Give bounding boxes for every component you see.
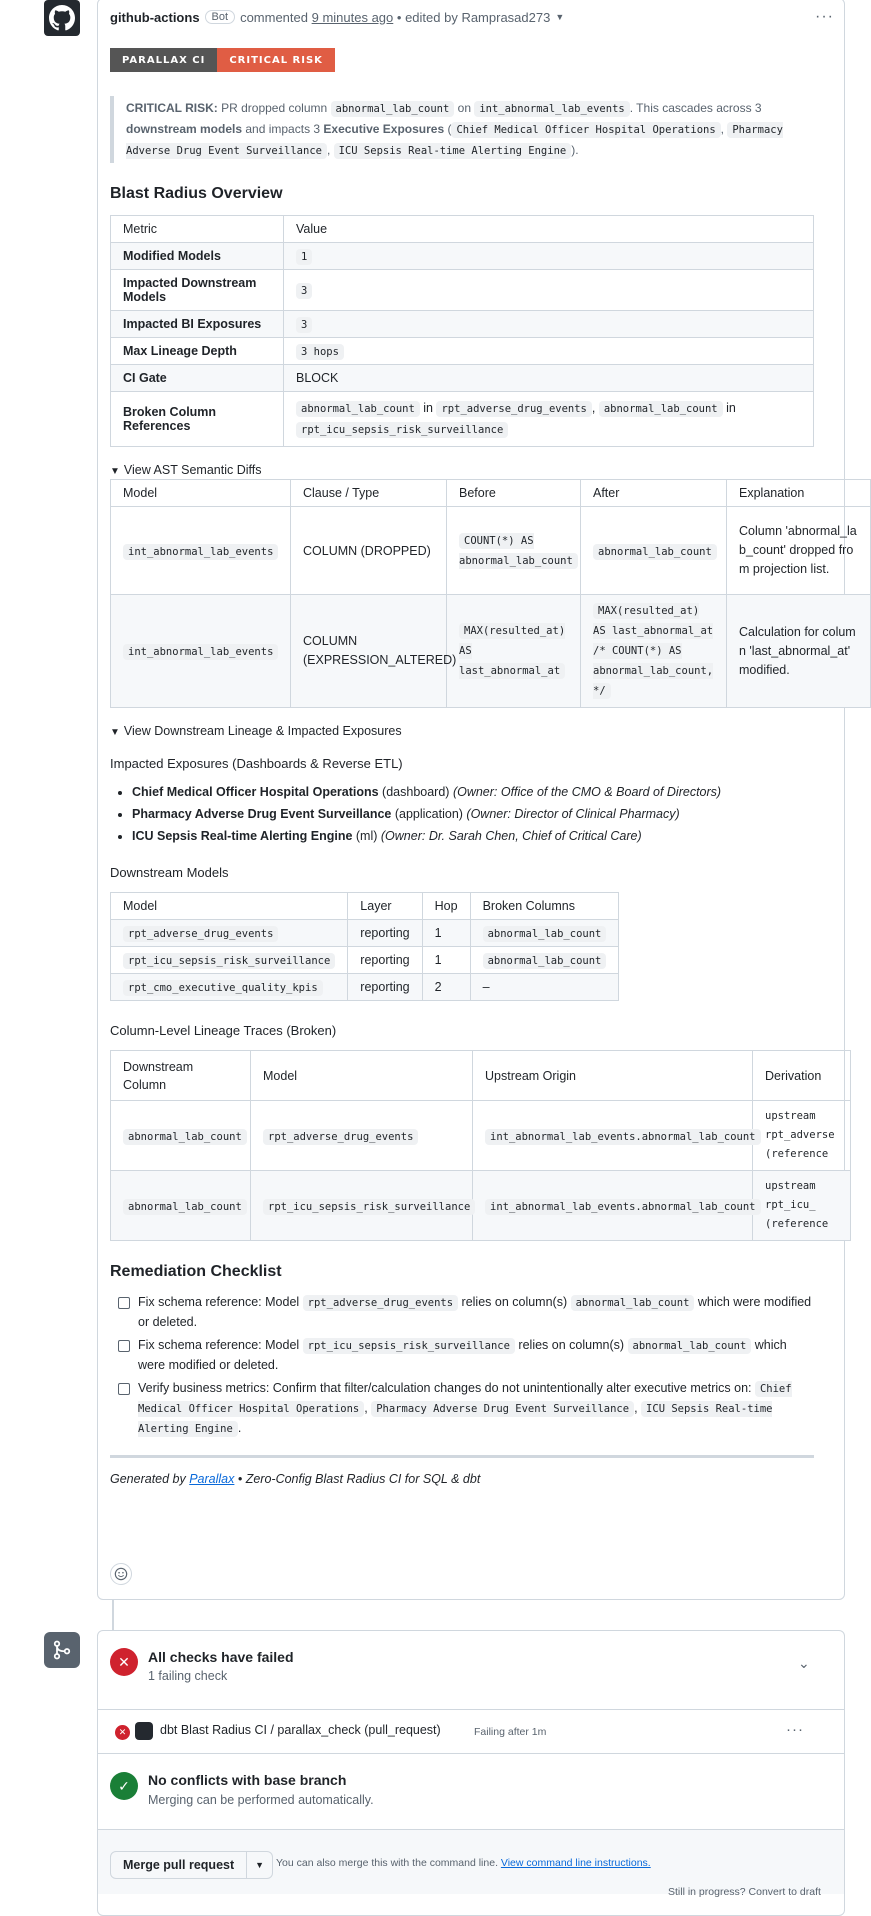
check-exposure: Chief Medical Officer Hospital Operations (138, 1383, 792, 1415)
table-row (111, 365, 814, 392)
model-hop: 2 (422, 974, 470, 1001)
ast-after: abnormal_lab_count (593, 544, 717, 560)
traces-table-scroll[interactable] (110, 1050, 835, 1241)
edited-by[interactable]: • edited by Ramprasad273 (396, 9, 551, 25)
broken-model: rpt_icu_sepsis_risk_surveillance (296, 422, 508, 438)
summary-text: , (720, 122, 728, 136)
trace-derivation: upstream (765, 1110, 816, 1122)
expand-triangle-icon: ▼ (110, 727, 120, 738)
author-avatar[interactable] (44, 0, 80, 36)
table-header: Derivation (753, 1051, 851, 1101)
blast-radius-heading: Blast Radius Overview (110, 185, 283, 202)
summary-text: , (326, 143, 334, 157)
model-layer: reporting (348, 920, 422, 947)
metric-value: 3 (296, 283, 312, 299)
broken-column: abnormal_lab_count (599, 401, 723, 417)
metric-name: Modified Models (111, 243, 284, 270)
conflicts-row (98, 1753, 844, 1830)
comment-body (110, 48, 857, 1486)
table-header: Broken Columns (470, 893, 619, 920)
no-conflicts-icon: ✓ (110, 1772, 138, 1800)
command-line-link[interactable]: View command line instructions. (500, 1857, 651, 1869)
summary-downstream: downstream models (126, 122, 243, 136)
check-text: which were modified or deleted. (138, 1295, 812, 1329)
table-row (111, 392, 814, 447)
downstream-models-heading: Downstream Models (110, 865, 229, 880)
metric-value: BLOCK (284, 365, 814, 392)
expand-triangle-icon: ▼ (110, 466, 120, 477)
exposure-kind: (application) (391, 807, 467, 821)
trace-derivation: rpt_icu_ (765, 1199, 816, 1211)
commented-text: commented (240, 9, 308, 25)
table-header: Value (284, 216, 814, 243)
model-broken: abnormal_lab_count (483, 926, 607, 942)
table-header: Model (111, 480, 291, 507)
metric-value: 1 (296, 249, 312, 265)
check-status: Failing after 1m (474, 1726, 547, 1738)
parallax-link[interactable]: Parallax (189, 1472, 235, 1486)
check-text: relies on column(s) (458, 1295, 571, 1309)
lineage-toggle[interactable] (110, 724, 814, 738)
metric-name: Broken Column References (111, 392, 284, 447)
broken-column: abnormal_lab_count (296, 401, 420, 417)
trace-origin: int_abnormal_lab_events.abnormal_lab_count (485, 1199, 761, 1215)
summary-lead: CRITICAL RISK: (126, 101, 218, 115)
ast-table-scroll[interactable] (110, 479, 857, 708)
generated-by-note (110, 1472, 814, 1486)
table-header: Before (447, 480, 581, 507)
check-fail-icon: ✕ (115, 1725, 130, 1740)
ast-diffs-table (110, 479, 871, 708)
table-header: Explanation (727, 480, 871, 507)
table-row (111, 1171, 851, 1241)
risk-summary (110, 96, 814, 163)
exposure-kind: (ml) (352, 829, 381, 843)
convert-to-draft-link[interactable]: Still in progress? Convert to draft (668, 1886, 821, 1898)
summary-text: and impacts 3 (242, 122, 324, 136)
github-actions-icon (135, 1722, 153, 1740)
broken-model: rpt_adverse_drug_events (436, 401, 591, 417)
git-merge-icon (52, 1640, 72, 1660)
merge-pull-request-button[interactable]: Merge pull request (110, 1851, 247, 1879)
check-text: , (634, 1401, 642, 1415)
check-text: Verify business metrics: Confirm that filter/calculation changes do not unintentionally alter executive metrics on: (138, 1381, 755, 1395)
trace-derivation: (reference (765, 1218, 829, 1230)
table-header: Layer (348, 893, 422, 920)
conflicts-title: No conflicts with base branch (148, 1772, 347, 1788)
table-row (111, 947, 619, 974)
trace-derivation: upstream (765, 1180, 816, 1192)
exposures-heading: Impacted Exposures (Dashboards & Reverse ETL) (110, 756, 403, 771)
table-row (111, 311, 814, 338)
checks-summary-row[interactable] (98, 1631, 844, 1709)
checkbox[interactable] (118, 1297, 130, 1309)
table-row (111, 974, 619, 1001)
remediation-checklist (110, 1293, 814, 1439)
model-name: rpt_cmo_executive_quality_kpis (123, 980, 323, 996)
conflicts-subtitle: Merging can be performed automatically. (148, 1793, 374, 1807)
smiley-icon (114, 1567, 128, 1581)
table-header: Upstream Origin (473, 1051, 753, 1101)
table-header: Hop (422, 893, 470, 920)
metric-name: Impacted Downstream Models (111, 270, 284, 311)
merge-box (97, 1630, 845, 1916)
exposure-owner: (Owner: Dr. Sarah Chen, Chief of Critical Care) (380, 829, 642, 843)
checks-failed-icon: ✕ (110, 1648, 138, 1676)
checklist-item (110, 1293, 814, 1332)
command-line-text: You can also merge this with the command line. (276, 1857, 501, 1869)
risk-badges (110, 48, 814, 72)
divider (110, 1455, 814, 1458)
check-column: abnormal_lab_count (628, 1338, 752, 1354)
ast-explanation: Calculation for column 'last_abnormal_at' modified. (727, 595, 871, 708)
table-row (111, 1101, 851, 1171)
exposure-name: Chief Medical Officer Hospital Operations (132, 785, 379, 799)
parallax-ci-badge: PARALLAX CI (110, 48, 217, 72)
trace-model: rpt_icu_sepsis_risk_surveillance (263, 1199, 475, 1215)
add-reaction-button[interactable] (110, 1563, 132, 1585)
table-row (111, 507, 871, 595)
ast-type: COLUMN (EXPRESSION_ALTERED) (291, 595, 447, 708)
trace-column: abnormal_lab_count (123, 1199, 247, 1215)
check-name[interactable]: dbt Blast Radius CI / parallax_check (pull_request) (160, 1723, 441, 1737)
trace-model: rpt_adverse_drug_events (263, 1129, 418, 1145)
footer-text: Generated by (110, 1472, 190, 1486)
summary-exposure-code: Pharmacy Adverse Drug Event Surveillance (126, 124, 783, 157)
exposure-name: Pharmacy Adverse Drug Event Surveillance (132, 807, 392, 821)
ast-model: int_abnormal_lab_events (123, 644, 278, 660)
remediation-heading: Remediation Checklist (110, 1263, 282, 1280)
comment-timestamp[interactable]: 9 minutes ago (311, 9, 394, 25)
check-exposure: Pharmacy Adverse Drug Event Surveillance (371, 1401, 634, 1417)
check-model: rpt_icu_sepsis_risk_surveillance (303, 1338, 515, 1354)
broken-sep: , (591, 401, 599, 415)
comment-header (110, 0, 834, 34)
checks-title: All checks have failed (148, 1649, 294, 1665)
table-row (111, 270, 814, 311)
table-header: Downstream Column (111, 1051, 251, 1101)
ast-model: int_abnormal_lab_events (123, 544, 278, 560)
checklist-item (110, 1379, 814, 1439)
table-row (111, 338, 814, 365)
metric-name: Max Lineage Depth (111, 338, 284, 365)
checkbox[interactable] (118, 1383, 130, 1395)
summary-exposures: Executive Exposures (323, 122, 445, 136)
model-broken: abnormal_lab_count (483, 953, 607, 969)
trace-derivation: rpt_adverse (765, 1129, 835, 1141)
table-header: After (581, 480, 727, 507)
lineage-traces-heading: Column-Level Lineage Traces (Broken) (110, 1023, 337, 1038)
summary-exposure-code: Chief Medical Officer Hospital Operations (451, 122, 720, 138)
metric-name: CI Gate (111, 365, 284, 392)
model-name: rpt_icu_sepsis_risk_surveillance (123, 953, 335, 969)
list-item (132, 825, 814, 847)
summary-model: int_abnormal_lab_events (474, 101, 629, 117)
table-row (111, 595, 871, 708)
list-item (132, 781, 814, 803)
ast-before: COUNT(*) AS abnormal_lab_count (459, 533, 578, 569)
model-hop: 1 (422, 920, 470, 947)
ast-after: MAX(resulted_at) AS last_abnormal_at /* COUNT(*) AS abnormal_lab_count, */ (593, 605, 714, 697)
metric-value: 3 hops (296, 344, 344, 360)
command-line-note (276, 1857, 651, 1869)
check-menu-icon[interactable]: ··· (786, 1721, 804, 1738)
trace-derivation: (reference (765, 1148, 829, 1160)
summary-text: ). (571, 143, 579, 157)
critical-risk-badge: CRITICAL RISK (217, 48, 335, 72)
summary-text: ( (444, 122, 452, 136)
summary-column: abnormal_lab_count (331, 101, 455, 117)
check-text: Fix schema reference: Model (138, 1295, 303, 1309)
ast-explanation: Column 'abnormal_lab_count' dropped from projection list. (727, 507, 871, 595)
edited-dropdown-icon[interactable]: ▼ (555, 12, 565, 22)
list-item (132, 803, 814, 825)
exposure-name: ICU Sepsis Real-time Alerting Engine (132, 829, 353, 843)
exposure-kind: (dashboard) (378, 785, 453, 799)
model-layer: reporting (348, 947, 422, 974)
footer-text: • Zero-Config Blast Radius CI for SQL & dbt (234, 1472, 481, 1486)
table-header: Model (251, 1051, 473, 1101)
blast-radius-table (110, 215, 814, 447)
ast-diffs-toggle[interactable] (110, 463, 814, 477)
check-text: Fix schema reference: Model (138, 1338, 303, 1352)
metric-name: Impacted BI Exposures (111, 311, 284, 338)
summary-exposure-code: ICU Sepsis Real-time Alerting Engine (334, 143, 572, 159)
model-name: rpt_adverse_drug_events (123, 926, 278, 942)
table-header: Model (111, 893, 348, 920)
github-logo-icon (49, 5, 75, 31)
merge-options-dropdown[interactable]: ▼ (247, 1851, 273, 1879)
checkbox[interactable] (118, 1340, 130, 1352)
summary-text: on (454, 101, 475, 115)
table-row (111, 243, 814, 270)
lineage-label: View Downstream Lineage & Impacted Exposures (123, 724, 402, 738)
table-header: Clause / Type (291, 480, 447, 507)
table-header: Metric (111, 216, 284, 243)
table-row (111, 920, 619, 947)
exposure-owner: (Owner: Office of the CMO & Board of Directors) (452, 785, 722, 799)
check-text: , (364, 1401, 372, 1415)
merge-status-icon (44, 1632, 80, 1668)
chevron-down-icon[interactable]: ⌄ (798, 1655, 810, 1671)
summary-text: PR dropped column (217, 101, 331, 115)
summary-text: . This cascades across 3 (629, 101, 762, 115)
merge-actions-row (98, 1829, 844, 1894)
ast-before: MAX(resulted_at) AS last_abnormal_at (459, 625, 566, 677)
check-model: rpt_adverse_drug_events (303, 1295, 458, 1311)
ast-diffs-label: View AST Semantic Diffs (123, 463, 262, 477)
author-name[interactable]: github-actions (110, 9, 200, 25)
check-run-row[interactable] (98, 1709, 844, 1754)
model-hop: 1 (422, 947, 470, 974)
metric-value: 3 (296, 317, 312, 333)
exposure-owner: (Owner: Director of Clinical Pharmacy) (466, 807, 680, 821)
check-text: which were modified or deleted. (138, 1338, 787, 1372)
checks-subtitle: 1 failing check (148, 1669, 228, 1683)
trace-origin: int_abnormal_lab_events.abnormal_lab_count (485, 1129, 761, 1145)
exposures-list (110, 781, 814, 847)
check-exposure: ICU Sepsis Real-time Alerting Engine (138, 1403, 773, 1435)
model-layer: reporting (348, 974, 422, 1001)
comment-menu-icon[interactable]: ··· (815, 8, 834, 25)
broken-in: in (419, 401, 437, 415)
downstream-models-table (110, 892, 619, 1001)
lineage-traces-table (110, 1050, 851, 1241)
bot-badge: Bot (205, 10, 236, 24)
check-column: abnormal_lab_count (571, 1295, 695, 1311)
check-text: relies on column(s) (514, 1338, 628, 1352)
check-text: . (237, 1421, 242, 1435)
ast-type: COLUMN (DROPPED) (291, 507, 447, 595)
broken-in: in (722, 401, 736, 415)
merge-button-group (110, 1851, 273, 1879)
model-broken: – (470, 974, 619, 1001)
trace-column: abnormal_lab_count (123, 1129, 247, 1145)
checklist-item (110, 1336, 814, 1375)
